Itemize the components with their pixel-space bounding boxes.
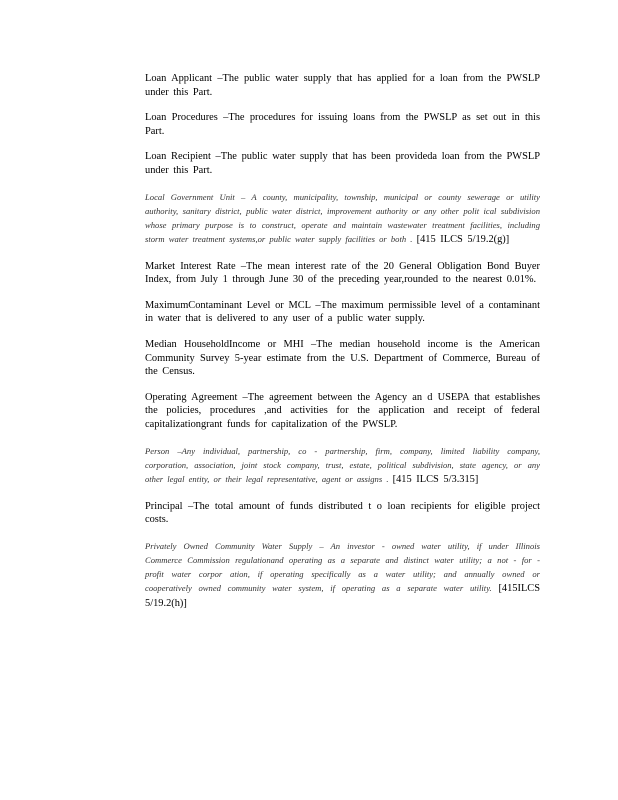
definition-text: –Any individual, partnership, co - partnership, firm, company, limited liability company, corporation, association, joint stock company, trust, estate, political subdivision, state agency, or any other legal entity, or their legal representative, agent or assigns . [145,445,541,484]
definition-loan-recipient [145,150,540,177]
definition-term: Loan Applicant [145,73,213,84]
definition-term: Principal [145,500,183,512]
definition-text: –The public water supply that has applied for a loan from the PWSLP under this Part. [145,73,540,98]
definition-term: Operating Agreement [145,391,238,403]
statute-citation: [415 ILCS 5/3.315] [392,473,479,485]
definition-text: – An investor - owned water utility, if under Illinois Commerce Commission regulationand operating as a separate and distinct water utility; a not - for - profit water corpor ation, if operating specifically as a water utility; and annually owned or cooperatively owned community water system, if operating as a separate water utility. [145,540,540,593]
statute-citation: [415 ILCS 5/19.2(g)] [416,233,510,245]
definition-term: Market Interest Rate [145,260,236,272]
definition-loan-applicant [145,72,540,99]
definition-text: –The mean interest rate of the 20 General Obligation Bond Buyer Index, from July 1 through June 30 of the preceding year,rounded to the nearest 0.01%. [145,260,540,286]
definition-term: Person [145,445,170,456]
definition-person [145,444,540,487]
definition-mhi [145,338,540,379]
definition-term: MaximumContaminant Level or MCL [145,299,311,311]
statute-citation: [415ILCS 5/19.2(h)] [145,582,541,609]
definition-text: – A county, municipality, township, municipal or county sewerage or utility authority, sanitary district, public water district, improvement authority or any other polit ical subdivision whose primary purpose is to construct, operate and maintain wastewater treatment facilities, including storm water treatment systems,or public water supply facilities or both . [145,191,540,244]
definition-privately-owned-water-supply [145,539,540,611]
definition-text: –The procedures for issuing loans from the PWSLP as set out in this Part. [145,112,540,137]
definition-loan-procedures [145,111,540,138]
definition-term: Median HouseholdIncome or MHI [145,338,304,350]
definition-local-government-unit [145,190,540,247]
definition-text: –The maximum permissible level of a contaminant in water that is delivered to any user of a public water supply. [145,299,541,325]
definition-market-interest-rate [145,260,540,287]
definition-text: –The agreement between the Agency an d USEPA that establishes the policies, procedures ,and activities for the application and receipt of federal capitalizationgrant funds for capitalization of the PWSLP. [145,391,540,430]
definition-term: Loan Procedures [145,112,218,124]
definition-term: Loan Recipient [145,151,211,163]
definition-term: Privately Owned Community Water Supply [145,540,313,551]
definition-operating-agreement [145,391,540,432]
definition-text: –The median household income is the American Community Survey 5-year estimate from the U.S. Department of Commerce, Bureau of the Census. [145,338,540,378]
definition-text: –The total amount of funds distributed t o loan recipients for eligible project costs. [145,500,540,526]
definition-principal [145,500,540,527]
definitions-list [145,72,540,624]
definition-text: –The public water supply that has been provideda loan from the PWSLP under this Part. [145,151,541,176]
definition-mcl [145,299,540,326]
definition-term: Local Government Unit [145,191,235,202]
